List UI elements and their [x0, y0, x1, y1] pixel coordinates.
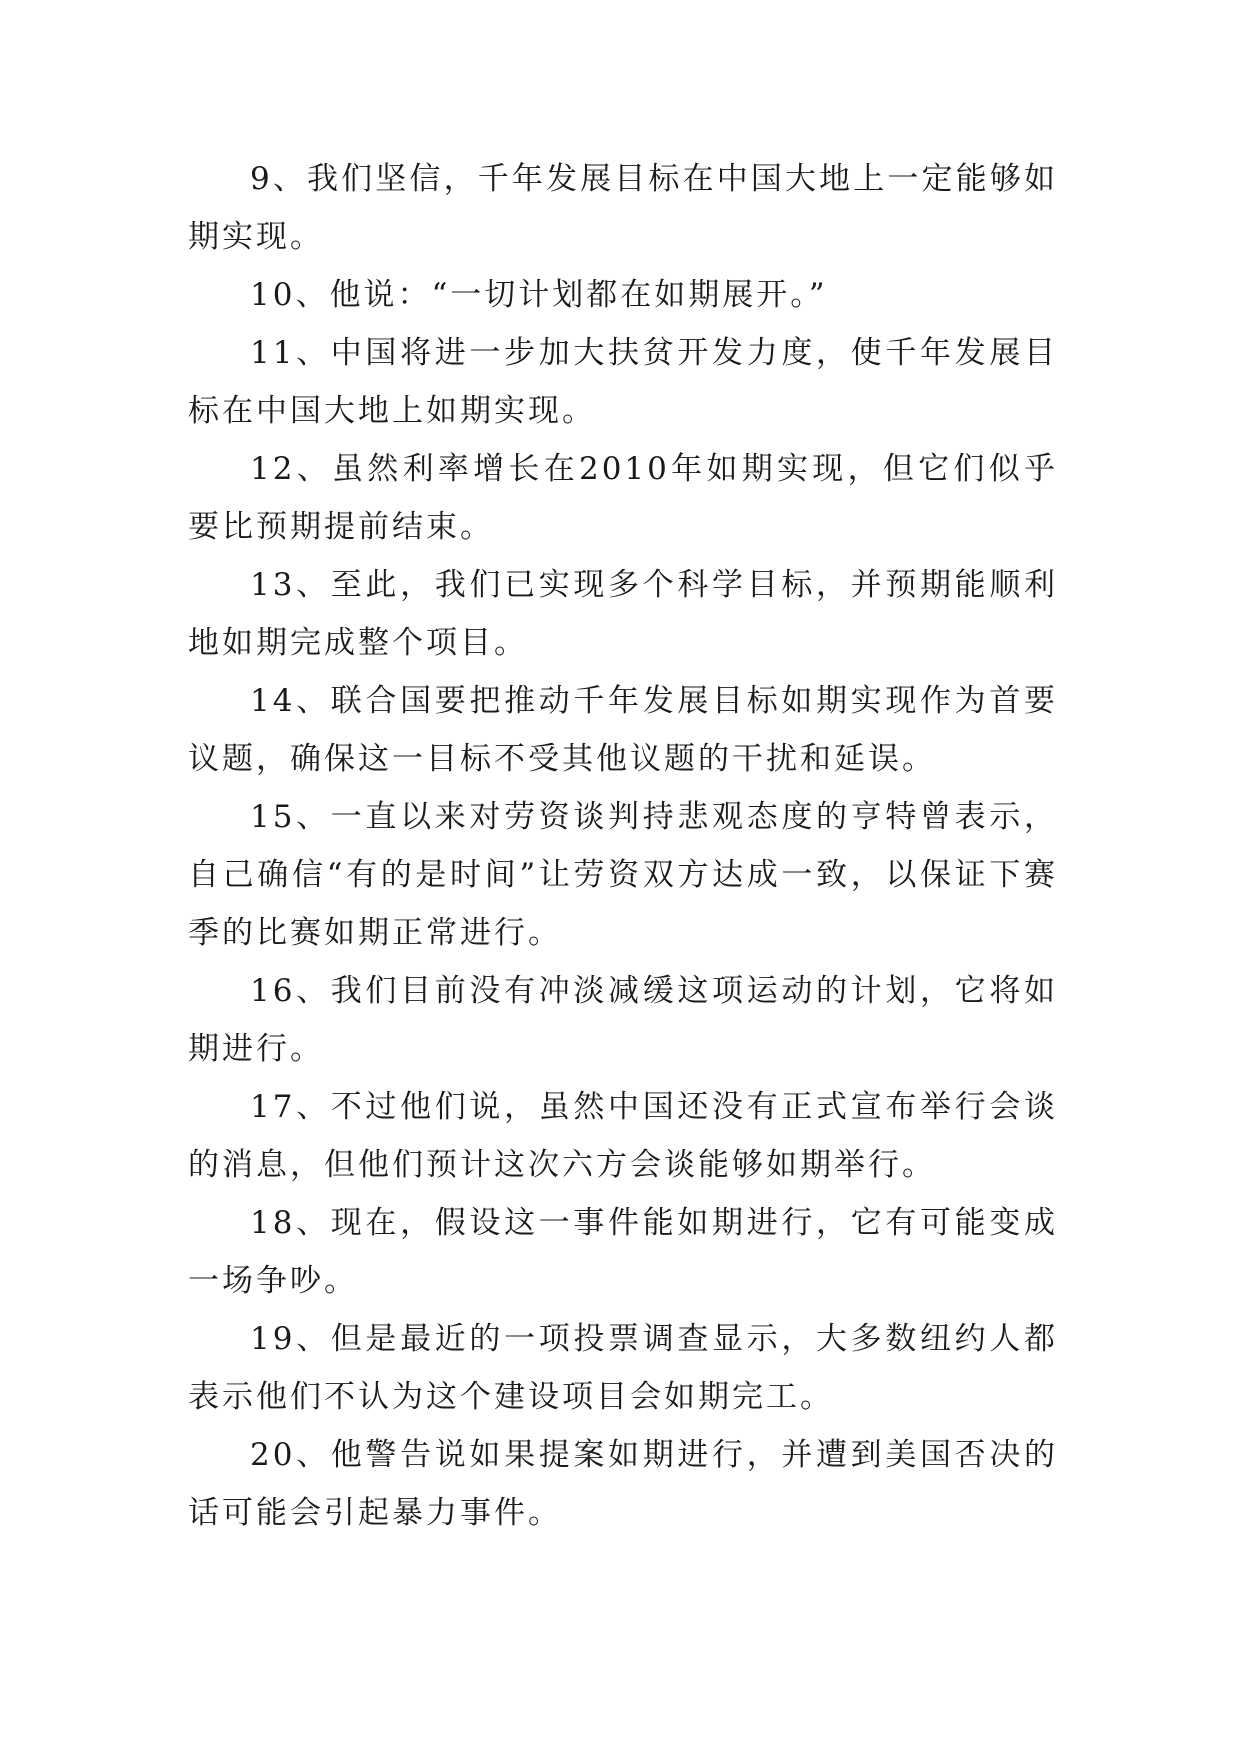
document-body: [188, 150, 1058, 1542]
paragraph-14: 14、联合国要把推动千年发展目标如期实现作为首要议题，确保这一目标不受其他议题的干扰和延误。: [188, 683, 1058, 777]
paragraph-18: 18、现在，假设这一事件能如期进行，它有可能变成一场争吵。: [188, 1205, 1058, 1299]
paragraph-19: 19、但是最近的一项投票调查显示，大多数纽约人都表示他们不认为这个建设项目会如期完工。: [188, 1321, 1058, 1415]
paragraph-15: 15、一直以来对劳资谈判持悲观态度的亨特曾表示，自己确信“有的是时间”让劳资双方达成一致，以保证下赛季的比赛如期正常进行。: [188, 799, 1058, 951]
paragraph-16: 16、我们目前没有冲淡减缓这项运动的计划，它将如期进行。: [188, 973, 1058, 1067]
paragraph-10: 10、他说：“一切计划都在如期展开。”: [250, 277, 828, 313]
paragraph-12: 12、虽然利率增长在2010年如期实现，但它们似乎要比预期提前结束。: [188, 451, 1058, 545]
paragraph-9: 9、我们坚信，千年发展目标在中国大地上一定能够如期实现。: [188, 161, 1058, 255]
paragraph-13: 13、至此，我们已实现多个科学目标，并预期能顺利地如期完成整个项目。: [188, 567, 1058, 661]
paragraph-17: 17、不过他们说，虽然中国还没有正式宣布举行会谈的消息，但他们预计这次六方会谈能够如期举行。: [188, 1089, 1058, 1183]
paragraph-20: 20、他警告说如果提案如期进行，并遭到美国否决的话可能会引起暴力事件。: [188, 1437, 1058, 1531]
paragraph-11: 11、中国将进一步加大扶贫开发力度，使千年发展目标在中国大地上如期实现。: [188, 335, 1058, 429]
